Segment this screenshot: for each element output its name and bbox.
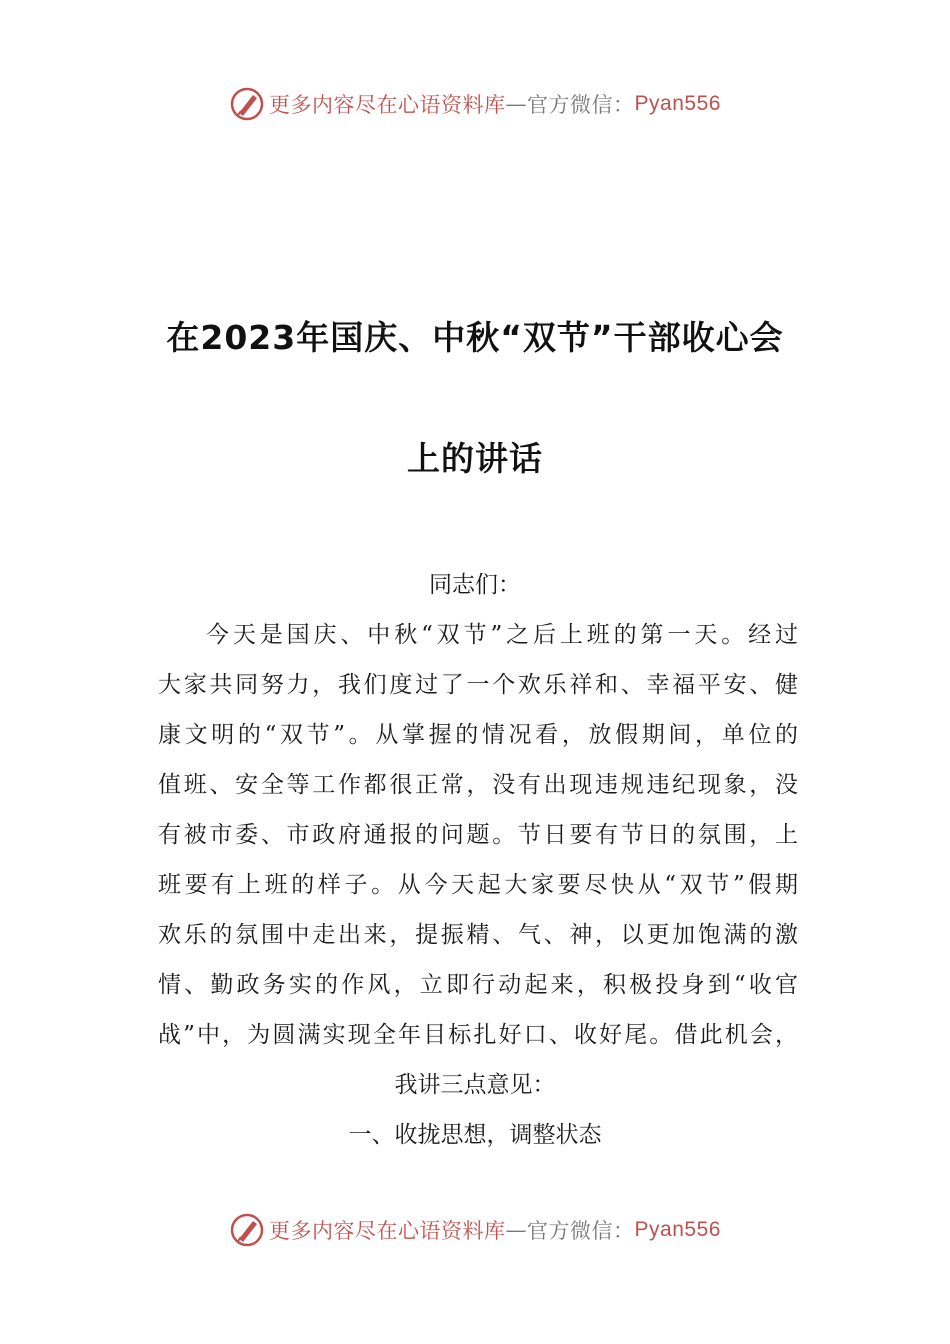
paragraph-line: 情、勤政务实的作风，立即行动起来，积极投身到“收官 <box>158 972 798 998</box>
watermark-wechat-label: 官方微信： <box>527 1219 635 1243</box>
header-watermark <box>0 84 950 124</box>
document-title-line-2: 上的讲话 <box>407 439 543 478</box>
watermark-wechat-id: Pyan556 <box>634 92 721 115</box>
paragraph-line: 班要有上班的样子。从今天起大家要尽快从“双节”假期 <box>158 872 798 898</box>
paragraph-line: 有被市委、市政府通报的问题。节日要有节日的氛围，上 <box>158 822 798 848</box>
greeting: 同志们： <box>429 572 521 598</box>
watermark-dash: — <box>505 92 528 116</box>
closing-line: 我讲三点意见： <box>394 1072 556 1098</box>
paragraph-line: 今天是国庆、中秋“双节”之后上班的第一天。经过 <box>206 622 798 648</box>
footer-watermark <box>0 1210 950 1250</box>
paragraph-line: 战”中，为圆满实现全年目标扎好口、收好尾。借此机会， <box>158 1022 798 1048</box>
watermark-wechat-id: Pyan556 <box>634 1218 721 1241</box>
watermark-text: 更多内容尽在心语资料库 <box>269 93 506 117</box>
paragraph-line: 欢乐的氛围中走出来，提振精、气、神，以更加饱满的激 <box>158 922 798 948</box>
body-paragraph <box>158 610 798 1060</box>
watermark-text: 更多内容尽在心语资料库 <box>269 1219 506 1243</box>
section-heading: 一、收拢思想，调整状态 <box>348 1122 602 1148</box>
watermark-dash: — <box>505 1218 528 1242</box>
watermark-wechat-label: 官方微信： <box>527 93 635 117</box>
pen-logo-icon <box>229 86 265 122</box>
paragraph-line: 康文明的“双节”。从掌握的情况看，放假期间，单位的 <box>158 722 798 748</box>
paragraph-line: 值班、安全等工作都很正常，没有出现违规违纪现象，没 <box>158 772 798 798</box>
document-title-line-1: 在2023年国庆、中秋“双节”干部收心会 <box>166 318 784 357</box>
pen-logo-icon <box>229 1212 265 1248</box>
paragraph-line: 大家共同努力，我们度过了一个欢乐祥和、幸福平安、健 <box>158 672 798 698</box>
